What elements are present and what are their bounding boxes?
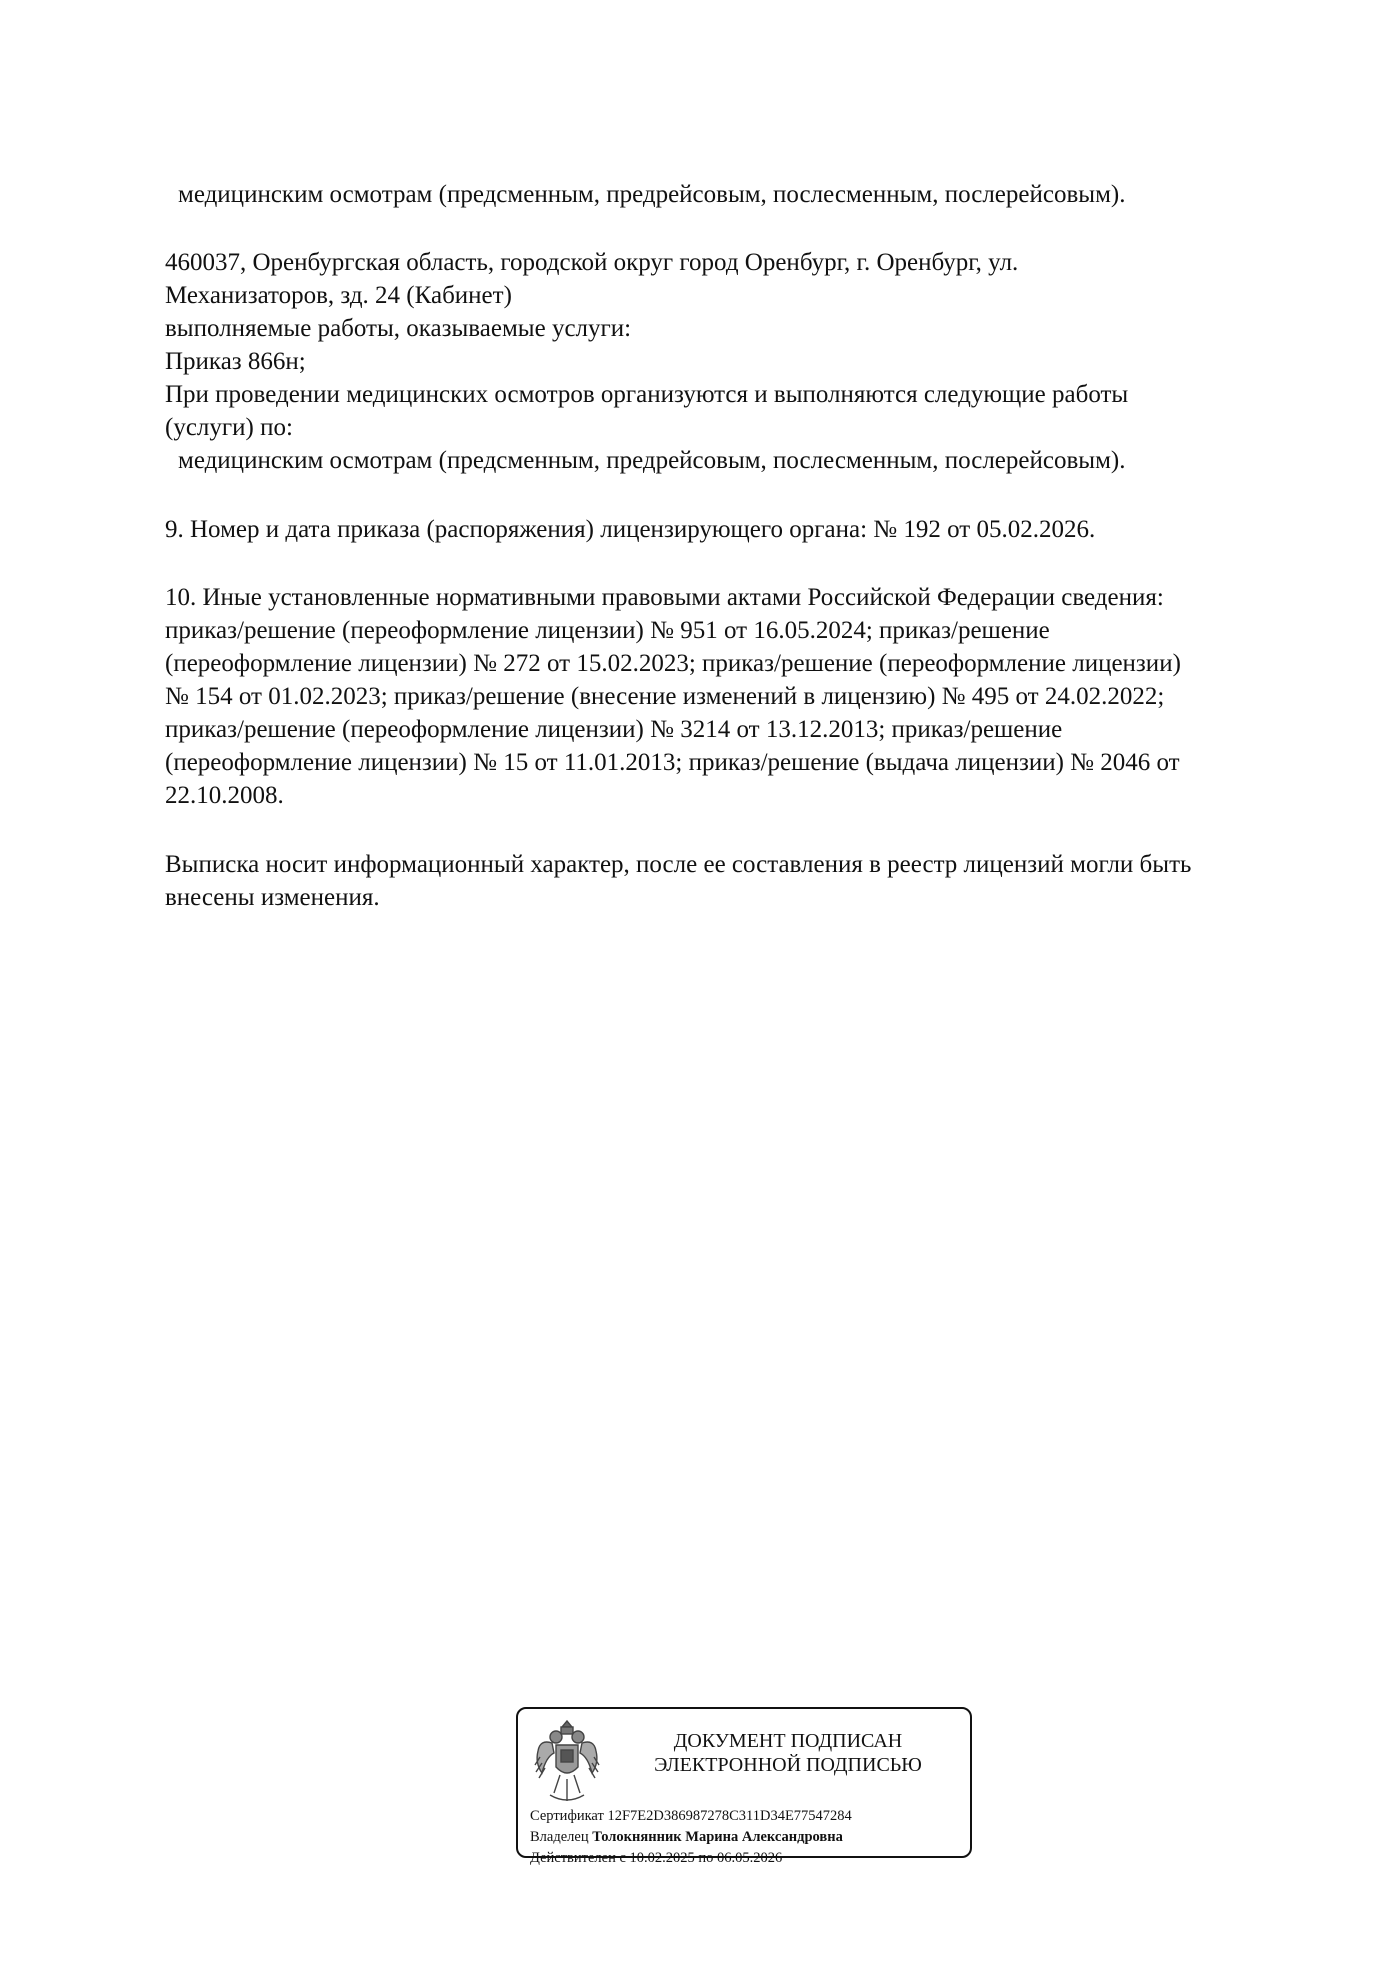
text-line: медицинским осмотрам (предсменным, предрейсовым, послесменным, послерейсовым). (178, 447, 1126, 474)
text-line: (услуги) по: (165, 414, 293, 441)
text-line: Приказ 866н; (165, 348, 306, 375)
text-line: При проведении медицинских осмотров организуются и выполняются следующие работы (165, 381, 1129, 408)
russian-coat-of-arms-icon (532, 1717, 602, 1807)
text-line: 460037, Оренбургская область, городской округ город Оренбург, г. Оренбург, ул. (165, 249, 1019, 276)
owner-value: Толокнянник Марина Александровна (592, 1829, 843, 1845)
text-line: медицинским осмотрам (предсменным, предрейсовым, послесменным, послерейсовым). (178, 181, 1126, 208)
text-line: Механизаторов, зд. 24 (Кабинет) (165, 282, 512, 309)
stamp-title-line: ДОКУМЕНТ ПОДПИСАН (673, 1730, 903, 1752)
validity-label: Действителен (530, 1850, 616, 1866)
electronic-signature-stamp (516, 1707, 972, 1866)
text-line: выполняемые работы, оказываемые услуги: (165, 315, 632, 342)
text-line: 22.10.2008. (165, 782, 284, 809)
certificate-line (530, 1807, 852, 1825)
certificate-label: Сертификат (530, 1808, 604, 1824)
text-line: приказ/решение (переоформление лицензии) № 3214 от 13.12.2013; приказ/решение (165, 716, 1063, 743)
text-line: 10. Иные установленные нормативными правовыми актами Российской Федерации сведения: (165, 584, 1164, 611)
text-line: № 154 от 01.02.2023; приказ/решение (внесение изменений в лицензию) № 495 от 24.02.2022; (165, 683, 1165, 710)
certificate-value: 12F7E2D386987278C311D34E77547284 (607, 1808, 852, 1824)
text-line: (переоформление лицензии) № 15 от 11.01.2013; приказ/решение (выдача лицензии) № 2046 от (165, 749, 1180, 776)
text-line: 9. Номер и дата приказа (распоряжения) лицензирующего органа: № 192 от 05.02.2026. (165, 516, 1096, 543)
owner-label: Владелец (530, 1829, 589, 1845)
text-line: Выписка носит информационный характер, после ее составления в реестр лицензий могли быть (165, 851, 1192, 878)
validity-line (530, 1849, 782, 1867)
stamp-title-line: ЭЛЕКТРОННОЙ ПОДПИСЬЮ (654, 1754, 922, 1776)
owner-line (530, 1828, 843, 1846)
text-line: внесены изменения. (165, 884, 380, 911)
text-line: (переоформление лицензии) № 272 от 15.02.2023; приказ/решение (переоформление лицензии) (165, 650, 1181, 677)
validity-value: с 10.02.2025 по 06.05.2026 (619, 1850, 783, 1866)
text-line: приказ/решение (переоформление лицензии) № 951 от 16.05.2024; приказ/решение (165, 617, 1050, 644)
stamp-title (638, 1729, 938, 1777)
